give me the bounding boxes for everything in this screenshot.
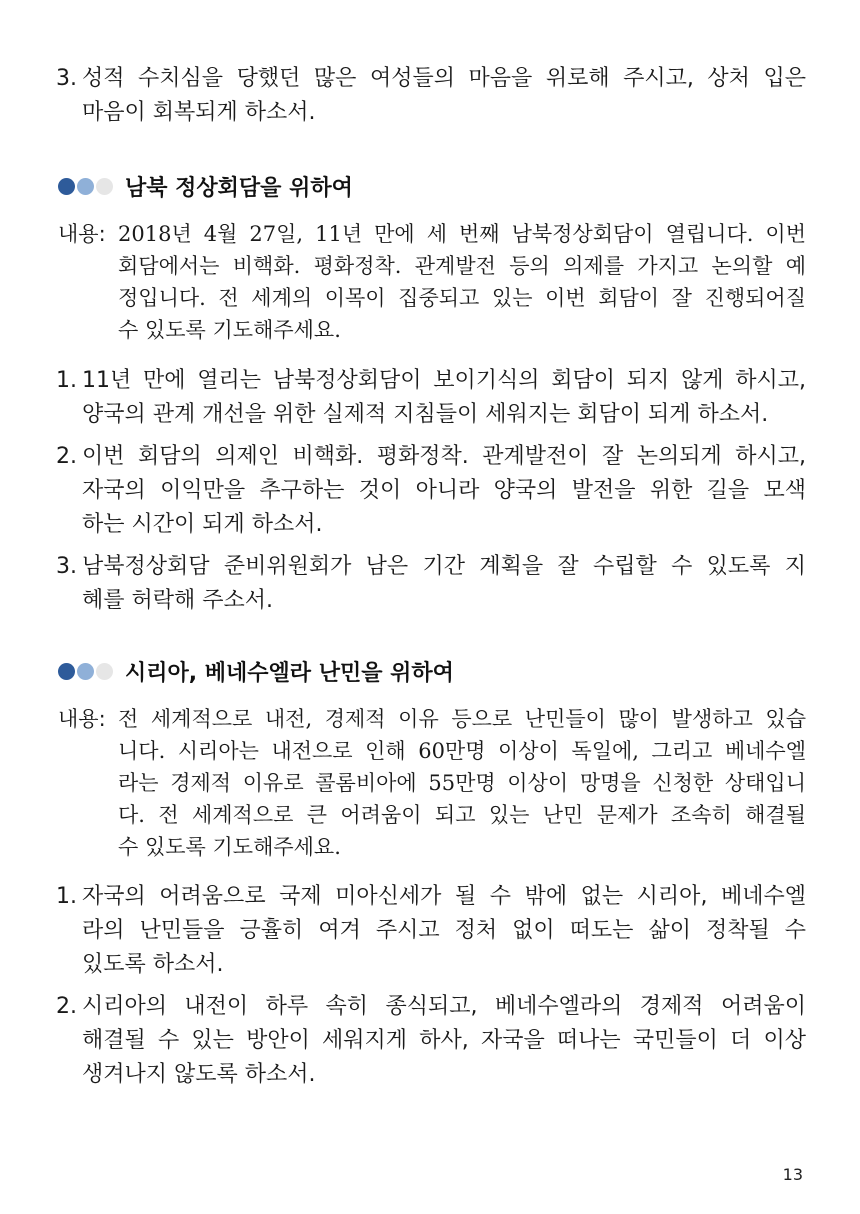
- item-number: 2.: [56, 994, 77, 1019]
- list-item: [56, 62, 806, 130]
- content-label: 내용:: [58, 707, 106, 731]
- bullet-dots-icon: [58, 178, 115, 195]
- content-line: 수 있도록 기도해주세요.: [118, 318, 341, 342]
- section-content: [58, 218, 806, 346]
- content-line: 라는 경제적 이유로 콜롬비아에 55만명 이상이 망명을 신청한 상태입니: [118, 771, 806, 795]
- item-line: 생겨나지 않도록 하소서.: [82, 1062, 316, 1087]
- content-line: 2018년 4월 27일, 11년 만에 세 번째 남북정상회담이 열립니다. 이번: [118, 222, 806, 246]
- item-line: 마음이 회복되게 하소서.: [82, 100, 316, 125]
- list-item: [56, 440, 806, 542]
- item-line: 양국의 관계 개선을 위한 실제적 지침들이 세워지는 회담이 되게 하소서.: [82, 402, 769, 427]
- item-line: 라의 난민들을 긍휼히 여겨 주시고 정처 없이 떠도는 삶이 정착될 수: [82, 918, 806, 943]
- section-title: 시리아, 베네수엘라 난민을 위하여: [125, 660, 454, 686]
- list-item: [56, 364, 806, 432]
- list-item: [56, 880, 806, 982]
- section-heading: [58, 655, 454, 687]
- content-line: 정입니다. 전 세계의 이목이 집중되고 있는 이번 회담이 잘 진행되어질: [118, 286, 806, 310]
- content-line: 회담에서는 비핵화. 평화정착. 관계발전 등의 의제를 가지고 논의할 예: [118, 254, 806, 278]
- item-line: 이번 회담의 의제인 비핵화. 평화정착. 관계발전이 잘 논의되게 하시고,: [82, 444, 806, 469]
- item-number: 3.: [56, 554, 77, 579]
- item-number: 1.: [56, 884, 77, 909]
- item-line: 성적 수치심을 당했던 많은 여성들의 마음을 위로해 주시고, 상처 입은: [82, 66, 806, 91]
- item-line: 있도록 하소서.: [82, 952, 224, 977]
- content-label: 내용:: [58, 222, 106, 246]
- section-heading: [58, 170, 353, 202]
- list-item: [56, 990, 806, 1092]
- item-line: 해결될 수 있는 방안이 세워지게 하사, 자국을 떠나는 국민들이 더 이상: [82, 1028, 806, 1053]
- item-line: 혜를 허락해 주소서.: [82, 588, 273, 613]
- content-line: 다. 전 세계적으로 큰 어려움이 되고 있는 난민 문제가 조속히 해결될: [118, 803, 806, 827]
- item-number: 2.: [56, 444, 77, 469]
- section-title: 남북 정상회담을 위하여: [125, 175, 353, 201]
- list-item: [56, 550, 806, 618]
- content-line: 수 있도록 기도해주세요.: [118, 835, 341, 859]
- item-line: 시리아의 내전이 하루 속히 종식되고, 베네수엘라의 경제적 어려움이: [82, 994, 806, 1019]
- item-line: 남북정상회담 준비위원회가 남은 기간 계획을 잘 수립할 수 있도록 지: [82, 554, 806, 579]
- item-number: 3.: [56, 66, 77, 91]
- page-number: 13: [782, 1165, 803, 1184]
- bullet-dots-icon: [58, 663, 115, 680]
- item-line: 자국의 어려움으로 국제 미아신세가 될 수 밖에 없는 시리아, 베네수엘: [82, 884, 806, 909]
- item-line: 하는 시간이 되게 하소서.: [82, 512, 323, 537]
- section-content: [58, 703, 806, 863]
- item-number: 1.: [56, 368, 77, 393]
- content-line: 니다. 시리아는 내전으로 인해 60만명 이상이 독일에, 그리고 베네수엘: [118, 739, 806, 763]
- item-line: 11년 만에 열리는 남북정상회담이 보이기식의 회담이 되지 않게 하시고,: [82, 368, 806, 393]
- content-line: 전 세계적으로 내전, 경제적 이유 등으로 난민들이 많이 발생하고 있습: [118, 707, 806, 731]
- item-line: 자국의 이익만을 추구하는 것이 아니라 양국의 발전을 위한 길을 모색: [82, 478, 806, 503]
